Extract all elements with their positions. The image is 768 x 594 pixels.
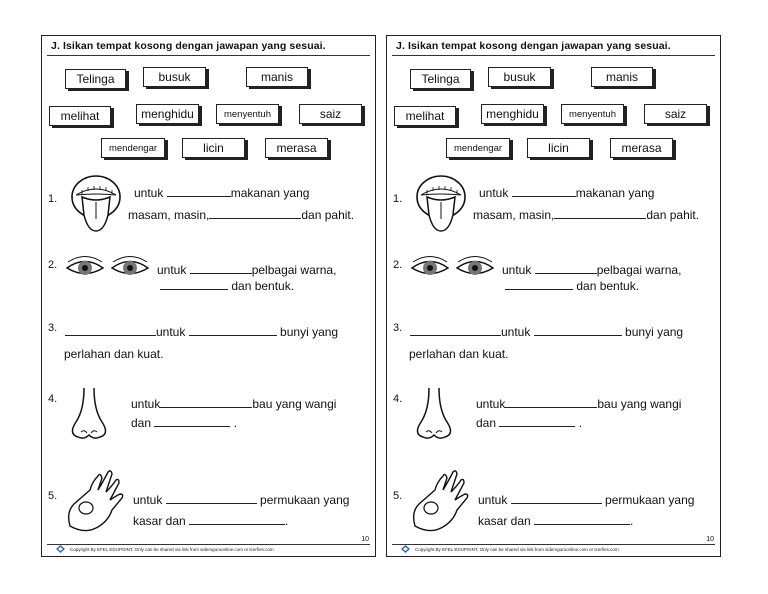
question-2-line-1: untuk pelbagai warna, bbox=[157, 263, 337, 277]
answer-blank[interactable] bbox=[209, 207, 301, 219]
question-number: 2. bbox=[393, 259, 403, 271]
question-1-line-1: untuk makanan yang bbox=[479, 186, 655, 200]
answer-blank[interactable] bbox=[512, 185, 576, 197]
question-4-line-1: untuk bau yang wangi bbox=[476, 397, 682, 411]
question-1-line-2: masam, masin, dan pahit. bbox=[473, 208, 700, 222]
word-box: menghidu bbox=[481, 104, 544, 124]
answer-blank[interactable] bbox=[65, 324, 156, 336]
footer-divider bbox=[392, 544, 715, 545]
word-box: busuk bbox=[488, 67, 551, 87]
word-box: merasa bbox=[610, 138, 673, 158]
footer-divider bbox=[47, 544, 370, 545]
question-number: 3. bbox=[393, 322, 403, 334]
question-3-line-2: perlahan dan kuat. bbox=[409, 347, 509, 361]
title-divider bbox=[392, 55, 715, 56]
question-3-line-2: perlahan dan kuat. bbox=[64, 347, 164, 361]
word-box: mendengar bbox=[446, 138, 510, 158]
question-3-line-1: untuk bunyi yang bbox=[65, 324, 338, 339]
publisher-logo-icon bbox=[56, 545, 65, 553]
worksheet-title: J. Isikan tempat kosong dengan jawapan yang sesuai. bbox=[396, 40, 671, 52]
eyes-icon bbox=[64, 254, 154, 284]
word-box: merasa bbox=[265, 138, 328, 158]
word-box: licin bbox=[527, 138, 590, 158]
publisher-logo-icon bbox=[401, 545, 410, 553]
worksheet-page-left bbox=[41, 35, 376, 557]
hand-icon bbox=[409, 466, 479, 536]
question-number: 3. bbox=[48, 322, 58, 334]
word-box: menyentuh bbox=[216, 104, 279, 124]
question-2-line-2: dan bentuk. bbox=[160, 278, 294, 293]
copyright-footer: Copyright By EFEL EDUPOINT. Only can be shared via link from sidemguruonline.com or tcerfies.com bbox=[415, 547, 619, 552]
word-box: licin bbox=[182, 138, 245, 158]
word-box: menghidu bbox=[136, 104, 199, 124]
answer-blank[interactable] bbox=[190, 262, 252, 274]
answer-blank[interactable] bbox=[167, 185, 231, 197]
worksheet-title: J. Isikan tempat kosong dengan jawapan yang sesuai. bbox=[51, 40, 326, 52]
question-3-line-1: untuk bunyi yang bbox=[410, 324, 683, 339]
question-number: 4. bbox=[48, 393, 58, 405]
question-number: 5. bbox=[393, 490, 403, 502]
word-box: menyentuh bbox=[561, 104, 624, 124]
answer-blank[interactable] bbox=[505, 278, 573, 290]
question-5-line-1: untuk permukaan yang bbox=[133, 493, 350, 507]
mouth-tongue-icon bbox=[68, 169, 124, 233]
answer-blank[interactable] bbox=[511, 492, 602, 504]
question-2-line-2: dan bentuk. bbox=[505, 278, 639, 293]
word-box: mendengar bbox=[101, 138, 165, 158]
page-number: 10 bbox=[706, 536, 714, 543]
question-number: 5. bbox=[48, 490, 58, 502]
answer-blank[interactable] bbox=[535, 262, 597, 274]
question-number: 2. bbox=[48, 259, 58, 271]
question-5-line-1: untuk permukaan yang bbox=[478, 493, 695, 507]
eyes-icon bbox=[409, 254, 499, 284]
question-1-line-1: untuk makanan yang bbox=[134, 186, 310, 200]
hand-icon bbox=[64, 466, 134, 536]
worksheet-page-right bbox=[386, 35, 721, 557]
question-4-line-2: dan . bbox=[476, 416, 583, 430]
word-box: Telinga bbox=[410, 69, 471, 89]
nose-icon bbox=[413, 386, 455, 442]
answer-blank[interactable] bbox=[189, 513, 285, 525]
answer-blank[interactable] bbox=[410, 324, 501, 336]
answer-blank[interactable] bbox=[534, 513, 630, 525]
nose-icon bbox=[68, 386, 110, 442]
question-4-line-2: dan . bbox=[131, 416, 238, 430]
question-number: 1. bbox=[48, 193, 58, 205]
word-box: manis bbox=[246, 67, 308, 87]
question-number: 4. bbox=[393, 393, 403, 405]
copyright-footer: Copyright By EFEL EDUPOINT. Only can be shared via link from sidemguruonline.com or tcerfies.com bbox=[70, 547, 274, 552]
answer-blank[interactable] bbox=[160, 278, 228, 290]
word-box: melihat bbox=[49, 106, 111, 126]
word-box: melihat bbox=[394, 106, 456, 126]
word-box: saiz bbox=[299, 104, 362, 124]
answer-blank[interactable] bbox=[505, 396, 597, 408]
answer-blank[interactable] bbox=[154, 415, 230, 427]
question-2-line-1: untuk pelbagai warna, bbox=[502, 263, 682, 277]
answer-blank[interactable] bbox=[499, 415, 575, 427]
word-box: manis bbox=[591, 67, 653, 87]
answer-blank[interactable] bbox=[160, 396, 252, 408]
question-5-line-2: kasar dan . bbox=[478, 514, 634, 528]
word-box: Telinga bbox=[65, 69, 126, 89]
question-5-line-2: kasar dan . bbox=[133, 514, 289, 528]
question-4-line-1: untuk bau yang wangi bbox=[131, 397, 337, 411]
word-box: saiz bbox=[644, 104, 707, 124]
title-divider bbox=[47, 55, 370, 56]
question-1-line-2: masam, masin, dan pahit. bbox=[128, 208, 355, 222]
page-number: 10 bbox=[361, 536, 369, 543]
answer-blank[interactable] bbox=[554, 207, 646, 219]
question-number: 1. bbox=[393, 193, 403, 205]
word-box: busuk bbox=[143, 67, 206, 87]
answer-blank[interactable] bbox=[189, 324, 277, 336]
mouth-tongue-icon bbox=[413, 169, 469, 233]
answer-blank[interactable] bbox=[534, 324, 622, 336]
answer-blank[interactable] bbox=[166, 492, 257, 504]
